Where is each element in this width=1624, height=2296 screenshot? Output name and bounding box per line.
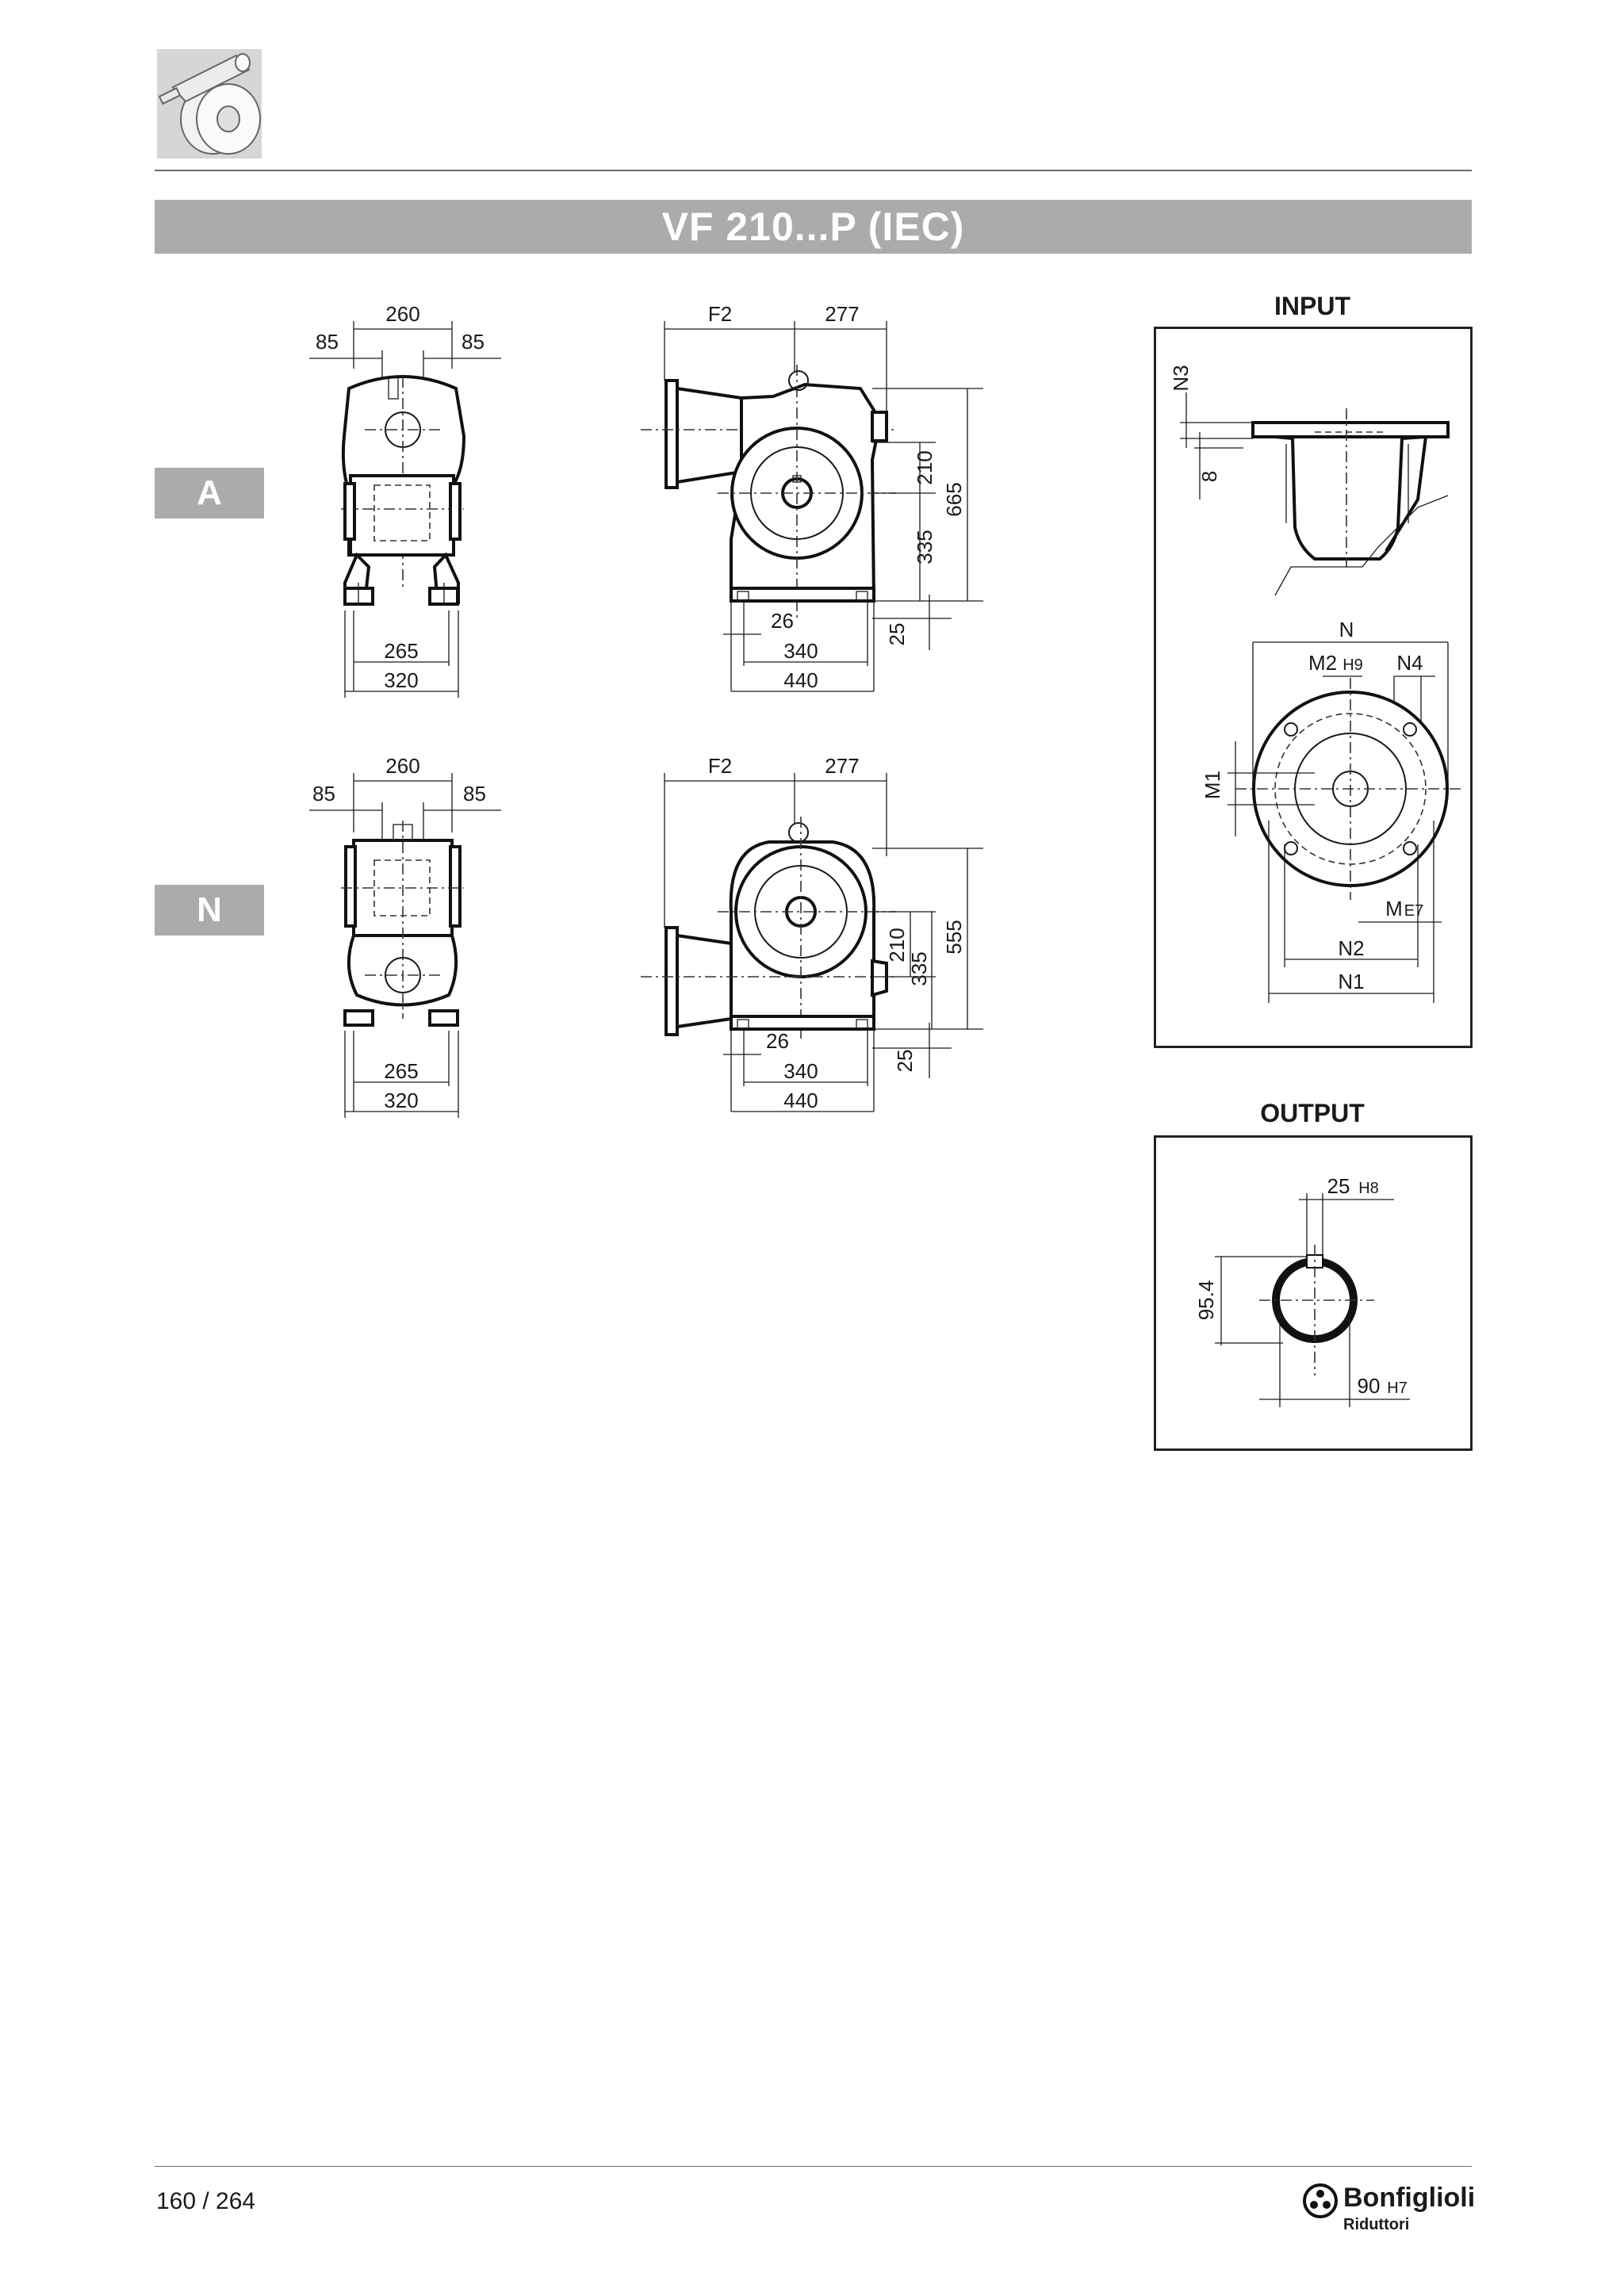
dim-a-front-base-outer: 320 [384, 668, 419, 692]
drawing-n-side-view [634, 753, 1015, 1126]
input-dim-m2-tol: H9 [1342, 656, 1363, 674]
dim-n-side-f2: F2 [707, 754, 733, 778]
dim-a-side-f2: F2 [707, 302, 733, 326]
brand-block [1302, 2183, 1477, 2238]
dim-n-side-foot: 25 [893, 1049, 917, 1073]
input-detail-drawing [1156, 329, 1470, 1046]
input-detail-box [1154, 327, 1473, 1048]
header-rule [155, 170, 1472, 171]
dim-n-front-left: 85 [312, 782, 335, 806]
brand-subtitle: Riduttori [1343, 2216, 1410, 2233]
output-dim-height: 95.4 [1194, 1280, 1218, 1321]
output-dim-bore-tol: H7 [1387, 1380, 1408, 1397]
input-dim-n4: N4 [1396, 651, 1423, 675]
footer-rule [155, 2166, 1472, 2167]
output-dim-key: 25 [1327, 1174, 1350, 1198]
input-dim-m-tol: E7 [1404, 902, 1424, 920]
dim-n-front-base-inner: 265 [384, 1059, 419, 1083]
dim-a-side-hole: 26 [771, 609, 794, 633]
bonfiglioli-logo-icon [1302, 2183, 1339, 2219]
output-dim-key-tol: H8 [1358, 1180, 1379, 1197]
input-dim-8: 8 [1197, 470, 1221, 483]
input-dim-n3: N3 [1169, 365, 1193, 392]
drawing-n-front-view [293, 753, 515, 1126]
output-detail-drawing [1156, 1138, 1470, 1448]
dim-n-side-base-outer: 440 [783, 1089, 818, 1112]
dim-a-front-top: 260 [385, 302, 420, 326]
dim-a-side-offset: 277 [825, 302, 860, 326]
dim-n-side-h3: 555 [942, 920, 966, 955]
dim-a-front-right: 85 [462, 330, 485, 354]
dim-a-side-base-outer: 440 [783, 668, 818, 692]
dim-a-side-foot: 25 [885, 622, 909, 646]
worm-gear-icon [157, 49, 262, 159]
input-box-title: INPUT [1274, 292, 1350, 320]
input-dim-n: N [1339, 618, 1354, 641]
dim-n-side-hole: 26 [766, 1029, 789, 1053]
dim-a-side-base-inner: 340 [783, 639, 818, 663]
drawing-a-front-view [293, 301, 515, 706]
input-dim-n2: N2 [1338, 936, 1365, 960]
input-dim-m1: M1 [1201, 770, 1224, 800]
drawing-a-side-view [634, 301, 1015, 706]
dim-n-front-top: 260 [385, 754, 420, 778]
input-dim-n1: N1 [1338, 970, 1365, 993]
dim-n-side-base-inner: 340 [783, 1059, 818, 1083]
dim-n-side-h1: 210 [885, 928, 909, 962]
dim-a-side-h2: 335 [913, 530, 936, 564]
dim-a-front-base-inner: 265 [384, 639, 419, 663]
input-dim-m2: M2 [1308, 651, 1338, 675]
input-dim-m: M [1385, 897, 1403, 920]
variant-label-n: N [155, 885, 264, 936]
brand-name: Bonfiglioli [1343, 2183, 1476, 2213]
dim-a-front-left: 85 [316, 330, 339, 354]
page-number: 160 / 264 [156, 2188, 256, 2214]
variant-label-a: A [155, 468, 264, 519]
page-title: VF 210...P (IEC) [155, 200, 1472, 254]
output-dim-bore: 90 [1357, 1374, 1381, 1398]
dim-n-front-base-outer: 320 [384, 1089, 419, 1112]
dim-n-side-h2: 335 [907, 951, 931, 986]
dim-n-front-right: 85 [463, 782, 486, 806]
dim-n-side-offset: 277 [825, 754, 860, 778]
output-detail-box [1154, 1135, 1473, 1451]
dim-a-side-h3: 665 [942, 482, 966, 517]
output-box-title: OUTPUT [1260, 1099, 1365, 1127]
dim-a-side-h1: 210 [913, 450, 936, 485]
